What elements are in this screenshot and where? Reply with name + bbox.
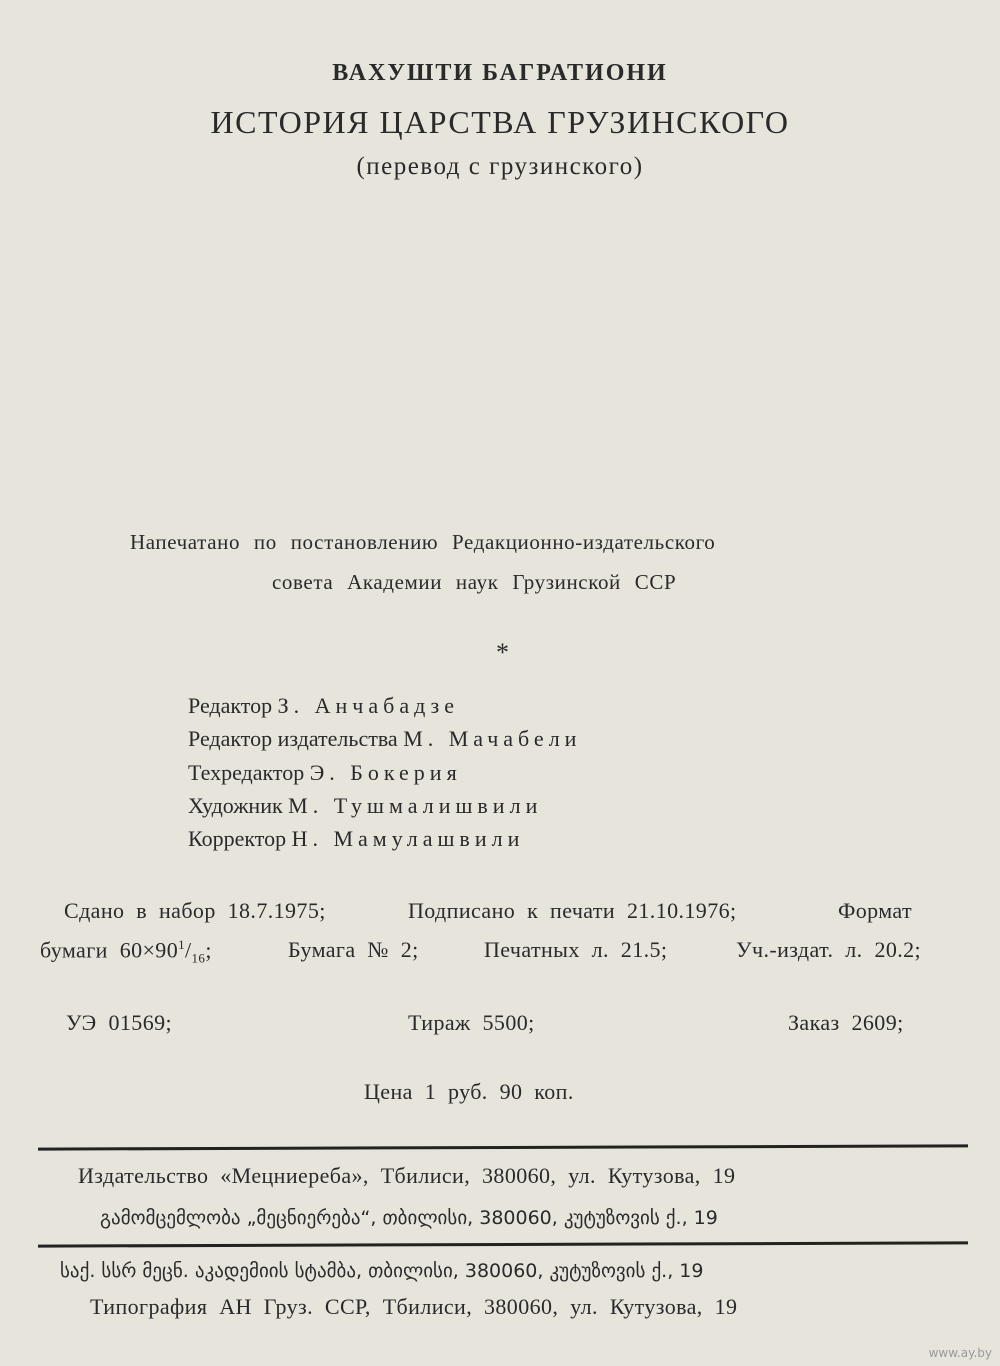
credit-name: М. Мачабели bbox=[403, 726, 582, 751]
publishing-sheets: Уч.-издат. л. 20.2; bbox=[736, 937, 922, 962]
paper-format-separator: ; bbox=[205, 937, 212, 963]
credit-role: Редактор bbox=[188, 693, 273, 718]
credit-name: Н. Мамулашвили bbox=[291, 826, 525, 851]
credit-publishing-editor bbox=[188, 726, 581, 752]
imprint-line-1: Напечатано по постановлению Редакционно-издательского bbox=[130, 530, 716, 554]
credit-name: З. Анчабадзе bbox=[277, 693, 459, 718]
printer-russian: Типография АН Груз. ССР, Тбилиси, 380060, ул. Кутузова, 19 bbox=[90, 1294, 738, 1319]
credit-role: Художник bbox=[188, 793, 283, 818]
paper-format-denominator: 16 bbox=[191, 950, 206, 966]
credit-name: Э. Бокерия bbox=[309, 760, 462, 785]
credit-proofreader bbox=[188, 826, 524, 852]
credit-name: М. Тушмалишвили bbox=[288, 793, 543, 818]
printer-georgian: საქ. სსრ მეცნ. აკადემიის სტამბა, თბილისი, 380060, კუტუზოვის ქ., 19 bbox=[60, 1260, 704, 1282]
printed-sheets: Печатных л. 21.5; bbox=[484, 937, 668, 962]
credit-role: Корректор bbox=[188, 826, 287, 851]
format-label: Формат bbox=[838, 898, 913, 923]
paper-format-prefix: бумаги 60×90 bbox=[40, 937, 179, 963]
paper-type: Бумага № 2; bbox=[288, 937, 419, 962]
order-number: Заказ 2609; bbox=[788, 1010, 904, 1035]
credit-editor bbox=[188, 693, 459, 719]
paper-format-numerator: 1 bbox=[178, 937, 186, 952]
credit-role: Техредактор bbox=[188, 760, 305, 785]
imprint-line-2: совета Академии наук Грузинской ССР bbox=[272, 570, 677, 594]
signed-date: Подписано к печати 21.10.1976; bbox=[408, 898, 737, 923]
credit-tech-editor bbox=[188, 760, 462, 786]
publisher-russian: Издательство «Мецниереба», Тбилиси, 380060, ул. Кутузова, 19 bbox=[78, 1163, 736, 1188]
divider-top bbox=[38, 1144, 968, 1150]
publisher-georgian: გამომცემლობა „მეცნიერება“, თბილისი, 380060, კუტუზოვის ქ., 19 bbox=[100, 1207, 718, 1229]
author-name: ВАХУШТИ БАГРАТИОНИ bbox=[332, 60, 668, 86]
credit-artist bbox=[188, 793, 542, 819]
ue-number: УЭ 01569; bbox=[66, 1010, 173, 1035]
price: Цена 1 руб. 90 коп. bbox=[364, 1079, 574, 1104]
print-run: Тираж 5500; bbox=[408, 1010, 535, 1035]
watermark: www.ay.by bbox=[928, 1346, 992, 1360]
paper-format: бумаги $60\times 90^1/_{16}$; bbox=[40, 937, 212, 966]
book-title: ИСТОРИЯ ЦАРСТВА ГРУЗИНСКОГО bbox=[210, 104, 790, 140]
divider-bottom bbox=[38, 1241, 968, 1247]
credit-role: Редактор издательства bbox=[188, 726, 398, 751]
typeset-date: Сдано в набор 18.7.1975; bbox=[64, 898, 326, 923]
separator-asterisk: * bbox=[496, 638, 509, 667]
book-subtitle: (перевод с грузинского) bbox=[356, 153, 644, 180]
